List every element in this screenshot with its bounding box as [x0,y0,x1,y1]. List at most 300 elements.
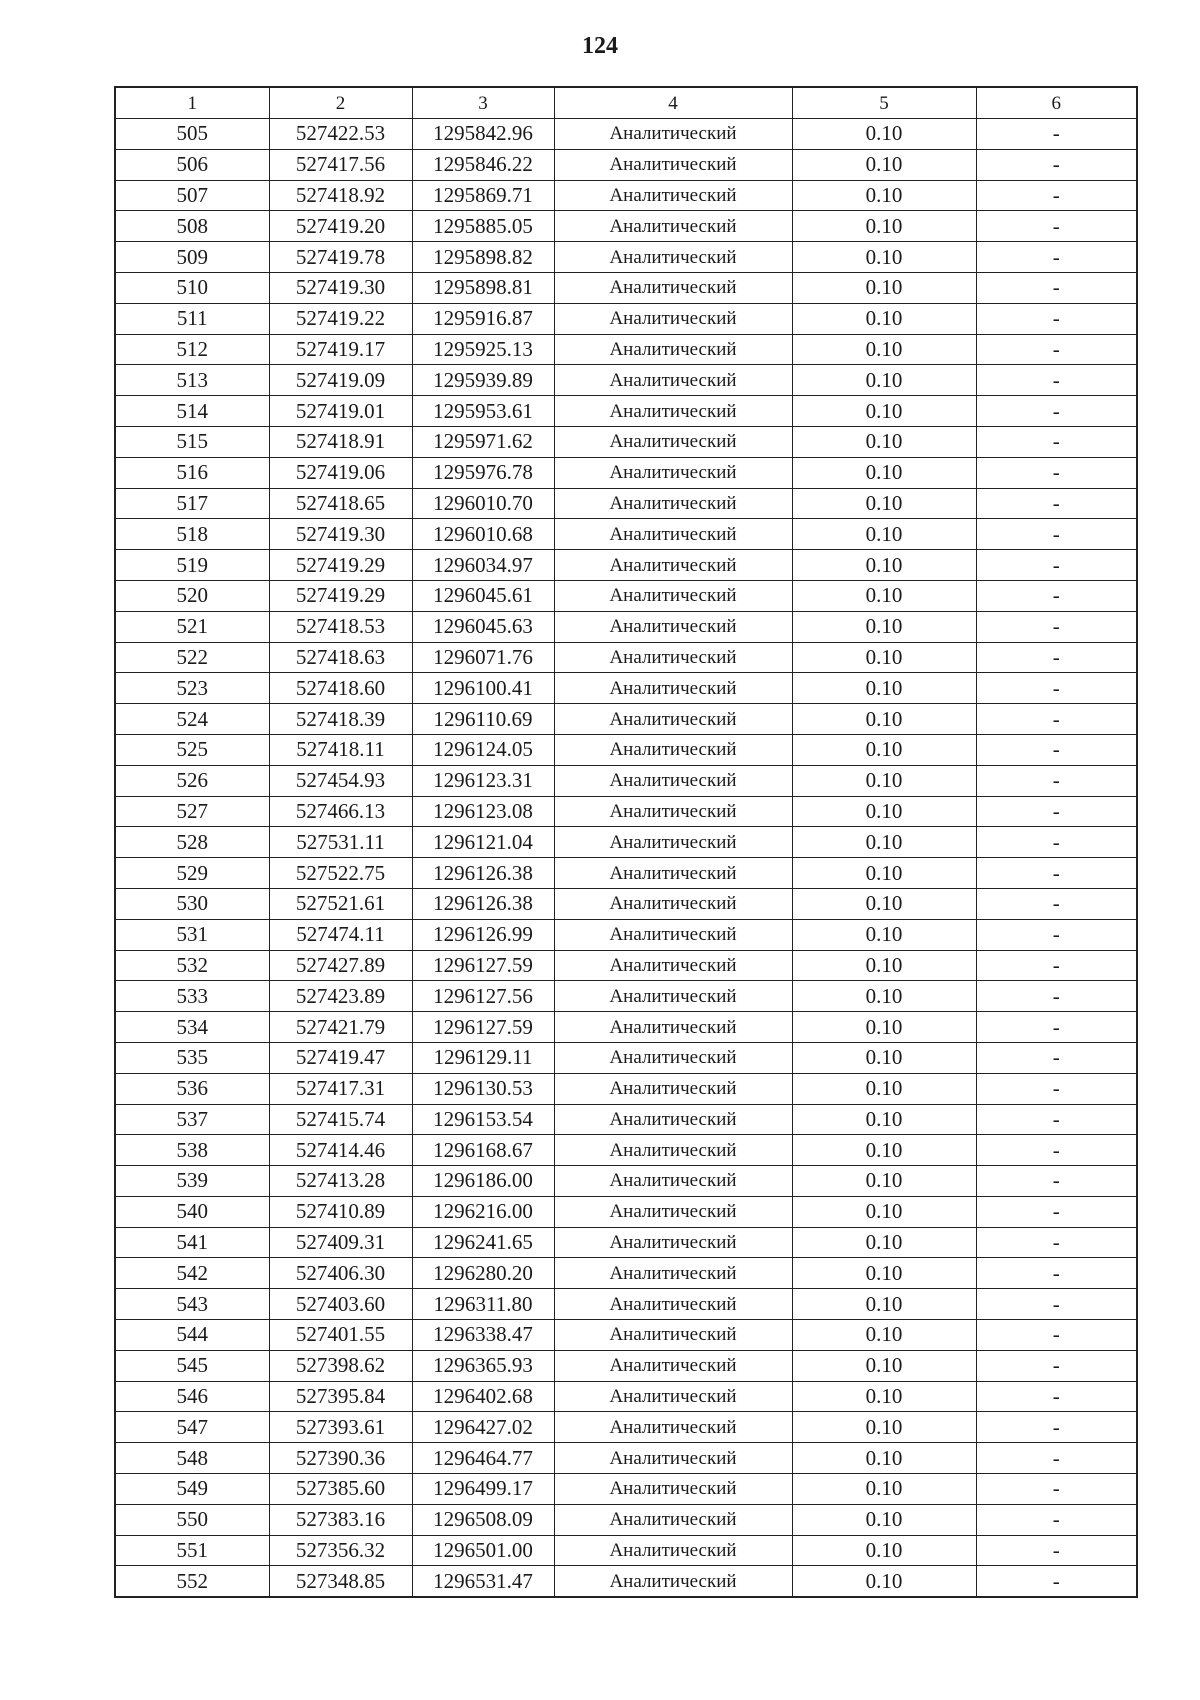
point-number-cell: 540 [115,1196,269,1227]
x-coordinate-cell: 527419.29 [269,580,412,611]
point-number-cell: 508 [115,211,269,242]
note-cell: - [976,580,1137,611]
accuracy-cell: 0.10 [792,1042,976,1073]
page-number: 124 [582,33,618,59]
accuracy-cell: 0.10 [792,1443,976,1474]
note-cell: - [976,180,1137,211]
table-row [115,1320,1137,1351]
method-cell: Аналитический [554,334,792,365]
note-cell: - [976,888,1137,919]
method-cell: Аналитический [554,1012,792,1043]
method-cell: Аналитический [554,673,792,704]
method-cell: Аналитический [554,488,792,519]
point-number-cell: 518 [115,519,269,550]
method-cell: Аналитический [554,704,792,735]
method-cell: Аналитический [554,180,792,211]
note-cell: - [976,1073,1137,1104]
accuracy-cell: 0.10 [792,457,976,488]
x-coordinate-cell: 527454.93 [269,765,412,796]
x-coordinate-cell: 527418.65 [269,488,412,519]
method-cell: Аналитический [554,211,792,242]
accuracy-cell: 0.10 [792,488,976,519]
table-row [115,1443,1137,1474]
y-coordinate-cell: 1296427.02 [412,1412,554,1443]
x-coordinate-cell: 527390.36 [269,1443,412,1474]
method-cell: Аналитический [554,1227,792,1258]
x-coordinate-cell: 527410.89 [269,1196,412,1227]
point-number-cell: 516 [115,457,269,488]
method-cell: Аналитический [554,1443,792,1474]
note-cell: - [976,519,1137,550]
note-cell: - [976,211,1137,242]
method-cell: Аналитический [554,396,792,427]
table-body [115,119,1137,1598]
point-number-cell: 520 [115,580,269,611]
accuracy-cell: 0.10 [792,426,976,457]
table-row [115,950,1137,981]
method-cell: Аналитический [554,426,792,457]
y-coordinate-cell: 1295885.05 [412,211,554,242]
x-coordinate-cell: 527419.30 [269,272,412,303]
x-coordinate-cell: 527474.11 [269,919,412,950]
method-cell: Аналитический [554,149,792,180]
x-coordinate-cell: 527393.61 [269,1412,412,1443]
table-row [115,149,1137,180]
x-coordinate-cell: 527409.31 [269,1227,412,1258]
note-cell: - [976,1320,1137,1351]
note-cell: - [976,1474,1137,1505]
accuracy-cell: 0.10 [792,1320,976,1351]
x-coordinate-cell: 527531.11 [269,827,412,858]
accuracy-cell: 0.10 [792,180,976,211]
method-cell: Аналитический [554,858,792,889]
table-row [115,827,1137,858]
y-coordinate-cell: 1296124.05 [412,734,554,765]
table-row [115,1196,1137,1227]
point-number-cell: 517 [115,488,269,519]
y-coordinate-cell: 1296531.47 [412,1566,554,1597]
x-coordinate-cell: 527417.56 [269,149,412,180]
method-cell: Аналитический [554,550,792,581]
point-number-cell: 512 [115,334,269,365]
y-coordinate-cell: 1296045.63 [412,611,554,642]
method-cell: Аналитический [554,796,792,827]
point-number-cell: 543 [115,1289,269,1320]
method-cell: Аналитический [554,1504,792,1535]
table-header-row [115,87,1137,119]
accuracy-cell: 0.10 [792,272,976,303]
accuracy-cell: 0.10 [792,981,976,1012]
point-number-cell: 539 [115,1166,269,1197]
table-row [115,365,1137,396]
point-number-cell: 505 [115,119,269,150]
note-cell: - [976,1289,1137,1320]
x-coordinate-cell: 527419.01 [269,396,412,427]
point-number-cell: 527 [115,796,269,827]
method-cell: Аналитический [554,919,792,950]
x-coordinate-cell: 527419.78 [269,242,412,273]
x-coordinate-cell: 527419.17 [269,334,412,365]
method-cell: Аналитический [554,765,792,796]
column-header-3: 3 [412,87,554,119]
point-number-cell: 547 [115,1412,269,1443]
note-cell: - [976,1012,1137,1043]
method-cell: Аналитический [554,365,792,396]
note-cell: - [976,950,1137,981]
method-cell: Аналитический [554,734,792,765]
y-coordinate-cell: 1296034.97 [412,550,554,581]
point-number-cell: 522 [115,642,269,673]
accuracy-cell: 0.10 [792,858,976,889]
table-row [115,457,1137,488]
x-coordinate-cell: 527348.85 [269,1566,412,1597]
accuracy-cell: 0.10 [792,919,976,950]
table-row [115,272,1137,303]
accuracy-cell: 0.10 [792,1073,976,1104]
x-coordinate-cell: 527398.62 [269,1350,412,1381]
point-number-cell: 513 [115,365,269,396]
x-coordinate-cell: 527406.30 [269,1258,412,1289]
x-coordinate-cell: 527419.06 [269,457,412,488]
method-cell: Аналитический [554,1381,792,1412]
y-coordinate-cell: 1296100.41 [412,673,554,704]
note-cell: - [976,1504,1137,1535]
accuracy-cell: 0.10 [792,1504,976,1535]
x-coordinate-cell: 527418.60 [269,673,412,704]
method-cell: Аналитический [554,981,792,1012]
point-number-cell: 511 [115,303,269,334]
table-row [115,919,1137,950]
y-coordinate-cell: 1296464.77 [412,1443,554,1474]
table-row [115,211,1137,242]
y-coordinate-cell: 1296045.61 [412,580,554,611]
method-cell: Аналитический [554,1042,792,1073]
note-cell: - [976,426,1137,457]
table-row [115,642,1137,673]
y-coordinate-cell: 1296508.09 [412,1504,554,1535]
note-cell: - [976,1227,1137,1258]
note-cell: - [976,704,1137,735]
point-number-cell: 536 [115,1073,269,1104]
accuracy-cell: 0.10 [792,1566,976,1597]
table-row [115,334,1137,365]
y-coordinate-cell: 1296010.68 [412,519,554,550]
accuracy-cell: 0.10 [792,704,976,735]
point-number-cell: 514 [115,396,269,427]
x-coordinate-cell: 527427.89 [269,950,412,981]
note-cell: - [976,1443,1137,1474]
y-coordinate-cell: 1296071.76 [412,642,554,673]
method-cell: Аналитический [554,1258,792,1289]
point-number-cell: 531 [115,919,269,950]
accuracy-cell: 0.10 [792,365,976,396]
method-cell: Аналитический [554,888,792,919]
accuracy-cell: 0.10 [792,950,976,981]
method-cell: Аналитический [554,1135,792,1166]
method-cell: Аналитический [554,1566,792,1597]
y-coordinate-cell: 1295976.78 [412,457,554,488]
x-coordinate-cell: 527419.22 [269,303,412,334]
point-number-cell: 506 [115,149,269,180]
note-cell: - [976,611,1137,642]
note-cell: - [976,1135,1137,1166]
y-coordinate-cell: 1295925.13 [412,334,554,365]
note-cell: - [976,303,1137,334]
y-coordinate-cell: 1295842.96 [412,119,554,150]
x-coordinate-cell: 527418.63 [269,642,412,673]
note-cell: - [976,149,1137,180]
point-number-cell: 523 [115,673,269,704]
accuracy-cell: 0.10 [792,396,976,427]
note-cell: - [976,334,1137,365]
coordinates-table [114,86,1138,1598]
accuracy-cell: 0.10 [792,673,976,704]
table-row [115,1258,1137,1289]
table-row [115,1289,1137,1320]
y-coordinate-cell: 1295898.82 [412,242,554,273]
point-number-cell: 530 [115,888,269,919]
x-coordinate-cell: 527385.60 [269,1474,412,1505]
table-row [115,673,1137,704]
table-row [115,1166,1137,1197]
method-cell: Аналитический [554,950,792,981]
point-number-cell: 541 [115,1227,269,1258]
method-cell: Аналитический [554,1104,792,1135]
method-cell: Аналитический [554,1474,792,1505]
accuracy-cell: 0.10 [792,1196,976,1227]
x-coordinate-cell: 527419.29 [269,550,412,581]
point-number-cell: 534 [115,1012,269,1043]
method-cell: Аналитический [554,242,792,273]
accuracy-cell: 0.10 [792,1381,976,1412]
x-coordinate-cell: 527422.53 [269,119,412,150]
point-number-cell: 545 [115,1350,269,1381]
table-row [115,1073,1137,1104]
y-coordinate-cell: 1295939.89 [412,365,554,396]
accuracy-cell: 0.10 [792,580,976,611]
point-number-cell: 546 [115,1381,269,1412]
note-cell: - [976,457,1137,488]
table-row [115,1227,1137,1258]
accuracy-cell: 0.10 [792,1135,976,1166]
table-row [115,488,1137,519]
method-cell: Аналитический [554,303,792,334]
method-cell: Аналитический [554,519,792,550]
table-row [115,303,1137,334]
table-row [115,119,1137,150]
table-row [115,180,1137,211]
point-number-cell: 548 [115,1443,269,1474]
y-coordinate-cell: 1296126.38 [412,858,554,889]
y-coordinate-cell: 1296121.04 [412,827,554,858]
table-row [115,1535,1137,1566]
note-cell: - [976,1566,1137,1597]
note-cell: - [976,919,1137,950]
x-coordinate-cell: 527419.20 [269,211,412,242]
y-coordinate-cell: 1296126.99 [412,919,554,950]
note-cell: - [976,642,1137,673]
column-header-6: 6 [976,87,1137,119]
table-row [115,888,1137,919]
accuracy-cell: 0.10 [792,1166,976,1197]
y-coordinate-cell: 1296153.54 [412,1104,554,1135]
y-coordinate-cell: 1296123.08 [412,796,554,827]
y-coordinate-cell: 1296127.59 [412,950,554,981]
column-header-1: 1 [115,87,269,119]
point-number-cell: 515 [115,426,269,457]
accuracy-cell: 0.10 [792,303,976,334]
method-cell: Аналитический [554,1073,792,1104]
accuracy-cell: 0.10 [792,611,976,642]
method-cell: Аналитический [554,580,792,611]
table-row [115,1350,1137,1381]
accuracy-cell: 0.10 [792,765,976,796]
table-row [115,426,1137,457]
table-row [115,858,1137,889]
x-coordinate-cell: 527403.60 [269,1289,412,1320]
x-coordinate-cell: 527413.28 [269,1166,412,1197]
point-number-cell: 544 [115,1320,269,1351]
note-cell: - [976,488,1137,519]
table-row [115,1381,1137,1412]
table-row [115,1412,1137,1443]
table-row [115,1012,1137,1043]
y-coordinate-cell: 1295869.71 [412,180,554,211]
note-cell: - [976,673,1137,704]
x-coordinate-cell: 527418.53 [269,611,412,642]
x-coordinate-cell: 527522.75 [269,858,412,889]
y-coordinate-cell: 1296010.70 [412,488,554,519]
column-header-5: 5 [792,87,976,119]
x-coordinate-cell: 527521.61 [269,888,412,919]
table-row [115,734,1137,765]
x-coordinate-cell: 527414.46 [269,1135,412,1166]
note-cell: - [976,1042,1137,1073]
x-coordinate-cell: 527356.32 [269,1535,412,1566]
x-coordinate-cell: 527418.91 [269,426,412,457]
table-row [115,1135,1137,1166]
table-row [115,519,1137,550]
x-coordinate-cell: 527401.55 [269,1320,412,1351]
accuracy-cell: 0.10 [792,888,976,919]
point-number-cell: 550 [115,1504,269,1535]
x-coordinate-cell: 527419.30 [269,519,412,550]
accuracy-cell: 0.10 [792,1412,976,1443]
point-number-cell: 533 [115,981,269,1012]
method-cell: Аналитический [554,1320,792,1351]
y-coordinate-cell: 1296186.00 [412,1166,554,1197]
point-number-cell: 521 [115,611,269,642]
y-coordinate-cell: 1295971.62 [412,426,554,457]
accuracy-cell: 0.10 [792,1289,976,1320]
accuracy-cell: 0.10 [792,1227,976,1258]
y-coordinate-cell: 1296501.00 [412,1535,554,1566]
accuracy-cell: 0.10 [792,519,976,550]
point-number-cell: 507 [115,180,269,211]
point-number-cell: 551 [115,1535,269,1566]
point-number-cell: 524 [115,704,269,735]
y-coordinate-cell: 1296130.53 [412,1073,554,1104]
note-cell: - [976,1258,1137,1289]
note-cell: - [976,796,1137,827]
y-coordinate-cell: 1296402.68 [412,1381,554,1412]
method-cell: Аналитический [554,1166,792,1197]
accuracy-cell: 0.10 [792,827,976,858]
note-cell: - [976,734,1137,765]
table-row [115,550,1137,581]
point-number-cell: 525 [115,734,269,765]
x-coordinate-cell: 527419.47 [269,1042,412,1073]
y-coordinate-cell: 1296311.80 [412,1289,554,1320]
y-coordinate-cell: 1296127.59 [412,1012,554,1043]
x-coordinate-cell: 527418.92 [269,180,412,211]
y-coordinate-cell: 1295898.81 [412,272,554,303]
point-number-cell: 542 [115,1258,269,1289]
point-number-cell: 529 [115,858,269,889]
table-row [115,765,1137,796]
accuracy-cell: 0.10 [792,1012,976,1043]
note-cell: - [976,858,1137,889]
y-coordinate-cell: 1296110.69 [412,704,554,735]
y-coordinate-cell: 1296241.65 [412,1227,554,1258]
x-coordinate-cell: 527417.31 [269,1073,412,1104]
accuracy-cell: 0.10 [792,1350,976,1381]
accuracy-cell: 0.10 [792,149,976,180]
table-row [115,242,1137,273]
y-coordinate-cell: 1296499.17 [412,1474,554,1505]
note-cell: - [976,550,1137,581]
method-cell: Аналитический [554,642,792,673]
method-cell: Аналитический [554,1289,792,1320]
note-cell: - [976,1350,1137,1381]
y-coordinate-cell: 1295953.61 [412,396,554,427]
note-cell: - [976,827,1137,858]
point-number-cell: 532 [115,950,269,981]
method-cell: Аналитический [554,119,792,150]
table-row [115,796,1137,827]
x-coordinate-cell: 527383.16 [269,1504,412,1535]
table-row [115,1566,1137,1597]
accuracy-cell: 0.10 [792,242,976,273]
y-coordinate-cell: 1296127.56 [412,981,554,1012]
table-row [115,1042,1137,1073]
table-row [115,704,1137,735]
note-cell: - [976,365,1137,396]
note-cell: - [976,981,1137,1012]
table-row [115,1104,1137,1135]
note-cell: - [976,396,1137,427]
y-coordinate-cell: 1296123.31 [412,765,554,796]
y-coordinate-cell: 1296216.00 [412,1196,554,1227]
table-row [115,580,1137,611]
note-cell: - [976,1381,1137,1412]
table-row [115,611,1137,642]
note-cell: - [976,1104,1137,1135]
note-cell: - [976,119,1137,150]
accuracy-cell: 0.10 [792,1474,976,1505]
x-coordinate-cell: 527423.89 [269,981,412,1012]
accuracy-cell: 0.10 [792,796,976,827]
method-cell: Аналитический [554,827,792,858]
y-coordinate-cell: 1295846.22 [412,149,554,180]
accuracy-cell: 0.10 [792,734,976,765]
column-header-4: 4 [554,87,792,119]
accuracy-cell: 0.10 [792,1104,976,1135]
y-coordinate-cell: 1296168.67 [412,1135,554,1166]
accuracy-cell: 0.10 [792,1258,976,1289]
y-coordinate-cell: 1296338.47 [412,1320,554,1351]
x-coordinate-cell: 527466.13 [269,796,412,827]
